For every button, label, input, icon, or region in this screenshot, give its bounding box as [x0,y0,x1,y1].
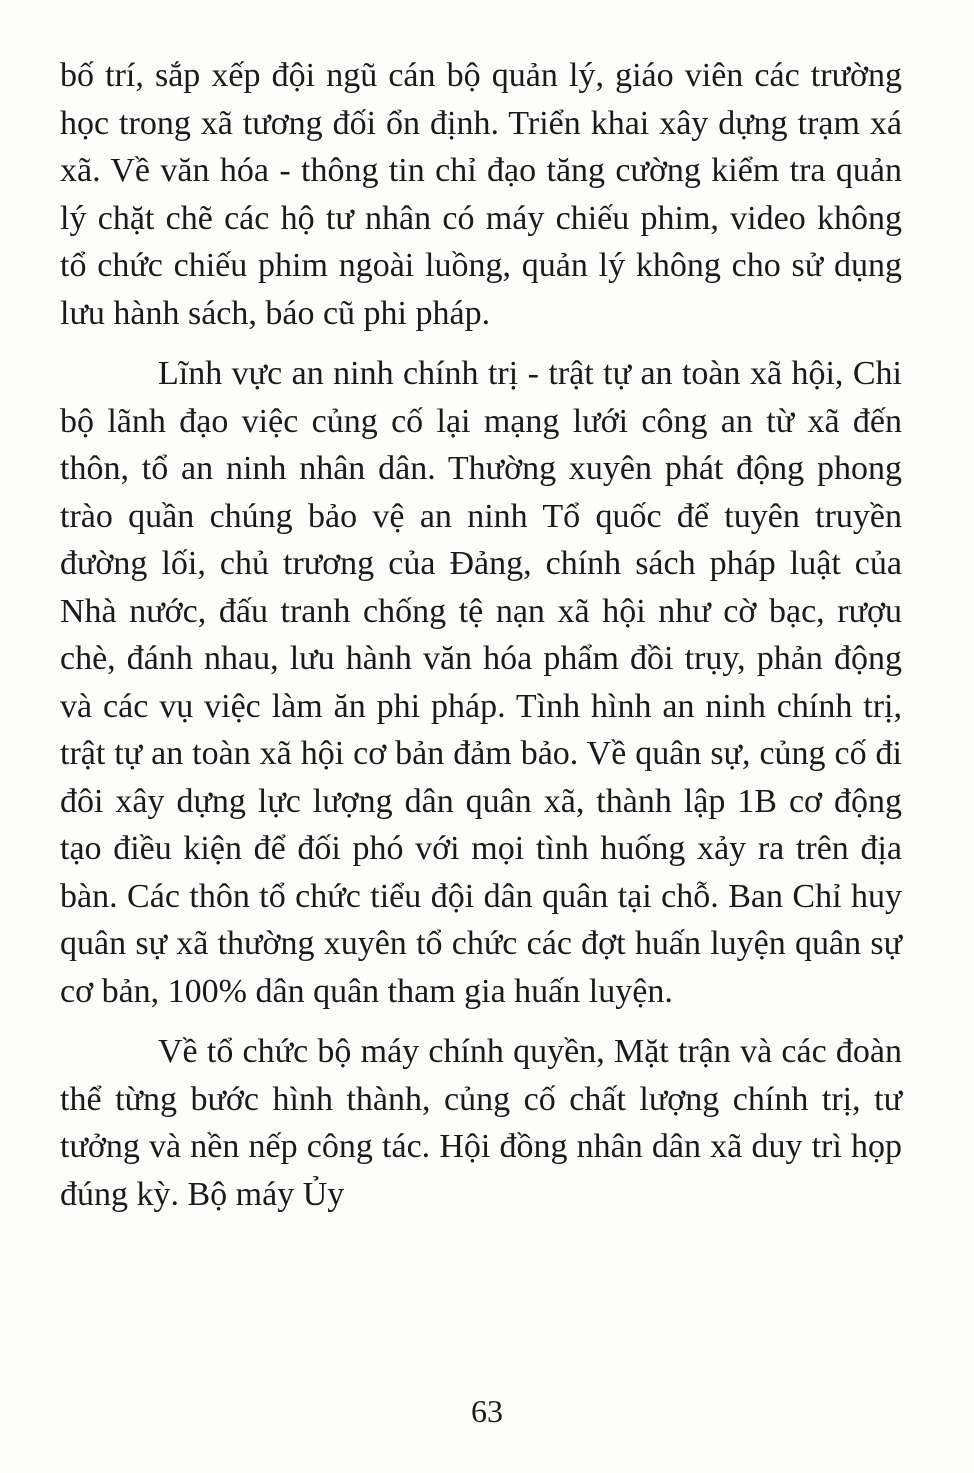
page-number: 63 [471,1393,503,1429]
paragraph-2: Lĩnh vực an ninh chính trị - trật tự an toàn xã hội, Chi bộ lãnh đạo việc củng cố lại mạng lưới công an từ xã đến thôn, tổ an ninh nhân dân. Thường xuyên phát động phong trào quần chúng bảo vệ an ninh Tổ quốc để tuyên truyền đường lối, chủ trương của Đảng, chính sách pháp luật của Nhà nước, đấu tranh chống tệ nạn xã hội như cờ bạc, rượu chè, đánh nhau, lưu hành văn hóa phẩm đồi trụy, phản động và các vụ việc làm ăn phi pháp. Tình hình an ninh chính trị, trật tự an toàn xã hội cơ bản đảm bảo. Về quân sự, củng cố đi đôi xây dựng lực lượng dân quân xã, thành lập 1B cơ động tạo điều kiện để đối phó với mọi tình huống xảy ra trên địa bàn. Các thôn tổ chức tiểu đội dân quân tại chỗ. Ban Chỉ huy quân sự xã thường xuyên tổ chức các đợt huấn luyện quân sự cơ bản, 100% dân quân tham gia huấn luyện. [60,355,902,1010]
body-text [60,52,902,1218]
paragraph-3: Về tổ chức bộ máy chính quyền, Mặt trận và các đoàn thể từng bước hình thành, củng cố chất lượng chính trị, tư tưởng và nền nếp công tác. Hội đồng nhân dân xã duy trì họp đúng kỳ. Bộ máy Ủy [60,1033,902,1213]
paragraph-1: bố trí, sắp xếp đội ngũ cán bộ quản lý, giáo viên các trường học trong xã tương đối ổn định. Triển khai xây dựng trạm xá xã. Về văn hóa - thông tin chỉ đạo tăng cường kiểm tra quản lý chặt chẽ các hộ tư nhân có máy chiếu phim, video không tổ chức chiếu phim ngoài luồng, quản lý không cho sử dụng lưu hành sách, báo cũ phi pháp. [60,57,902,332]
